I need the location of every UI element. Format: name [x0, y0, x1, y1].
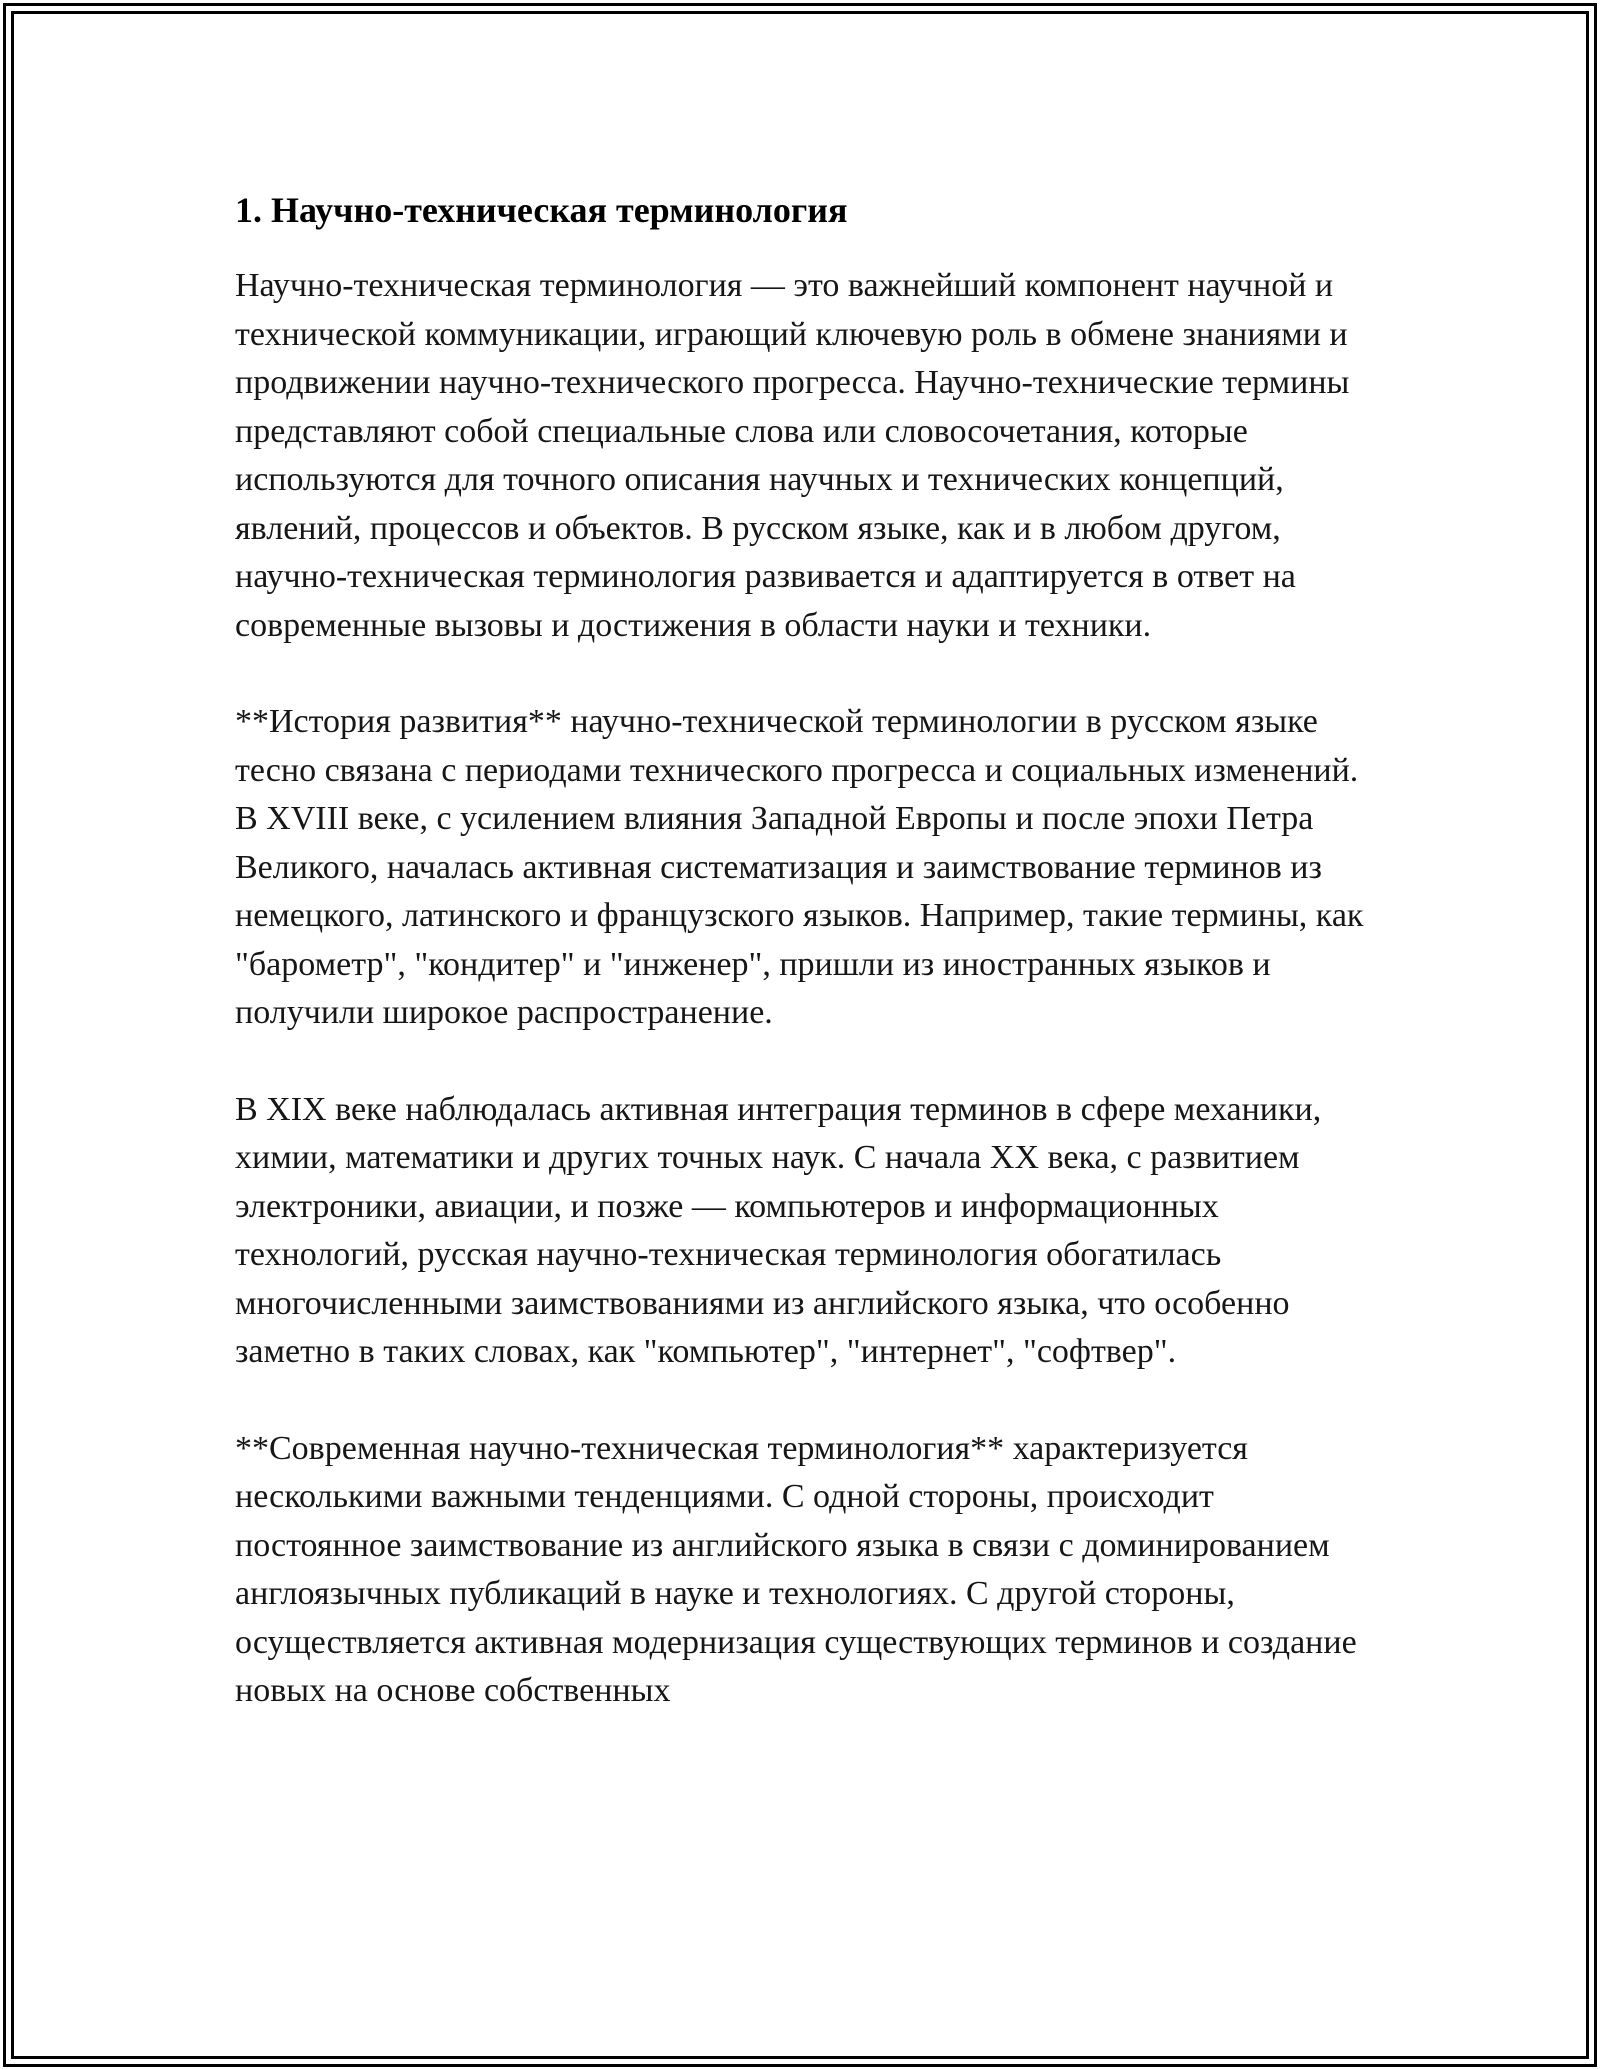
paragraph-history: **История развития** научно-технической терминологии в русском языке тесно связана с периодами технического прогресса и социальных изменений. В XVIII веке, с усилением влияния Западной Европы и после эпохи Петра Великого, началась активная систематизация и заимствование терминов из немецкого, латинского и французского языков. Например, такие термины, как "барометр", "кондитер" и "инженер", пришли из иностранных языков и получили широкое распространение.: [235, 703, 1364, 1031]
paragraph-modern-terminology: **Современная научно-техническая терминология** характеризуется несколькими важными тенденциями. С одной стороны, происходит постоянное заимствование из английского языка в связи с доминированием англоязычных публикаций в науке и технологиях. С другой стороны, осуществляется активная модернизация существующих терминов и создание новых на основе собственных: [235, 1429, 1357, 1709]
paragraph-nineteenth-century: В XIX веке наблюдалась активная интеграция терминов в сфере механики, химии, математики и других точных наук. С начала XX века, с развитием электроники, авиации, и позже — компьютеров и информационных технологий, русская научно-техническая терминология обогатилась многочисленными заимствованиями из английского языка, что особенно заметно в таких словах, как "компьютер", "интернет", "софтвер".: [235, 1090, 1322, 1370]
document-body: [235, 185, 1385, 1764]
section-heading: 1. Научно-техническая терминология: [235, 190, 848, 230]
paragraph-definition: Научно-техническая терминология — это важнейший компонент научной и технической коммуникации, играющий ключевую роль в обмене знаниями и продвижении научно-технического прогресса. Научно-технические термины представляют собой специальные слова или словосочетания, которые используются для точного описания научных и технических концепций, явлений, процессов и объектов. В русском языке, как и в любом другом, научно-техническая терминология развивается и адаптируется в ответ на современные вызовы и достижения в области науки и техники.: [235, 267, 1350, 644]
